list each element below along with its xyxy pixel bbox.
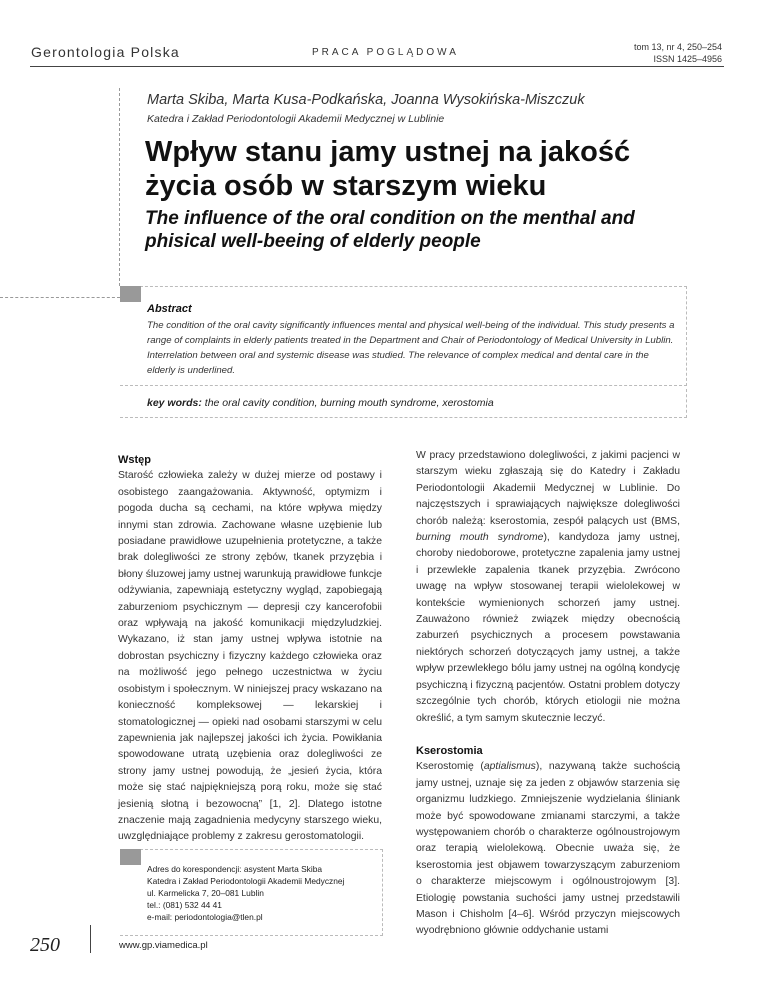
- section-heading-intro: Wstęp: [118, 454, 151, 466]
- title-polish: Wpływ stanu jamy ustnej na jakość życia osób w starszym wieku: [145, 136, 631, 202]
- abstract-heading: Abstract: [147, 303, 192, 315]
- section-heading-xerostomia: Kserostomia: [416, 744, 483, 757]
- column-left: [118, 452, 382, 846]
- column-right: [416, 448, 680, 940]
- affiliation: Katedra i Zakład Periodontologii Akademii Medycznej w Lublinie: [147, 113, 445, 125]
- section-label: PRACA POGLĄDOWA: [312, 47, 459, 58]
- journal-website-link[interactable]: www.gp.viamedica.pl: [119, 940, 208, 951]
- paragraph-overview: W pracy przedstawiono dolegliwości, z jakimi pacjenci w starszym wieku zgłaszają się do Katedry i Zakładu Periodontologii Akademii Medycznej w Lublinie. Do najczęstszych i sprawiających największe dolegliwości chorób należą: kserostomia, zespół palących ust (BMS, burning mouth syndrome), kandydoza jamy ustnej, choroby niedoborowe, protetyczne zapalenia jamy ustnej i przewlekłe zapalenia tkanek przyzębia. Zwrócono uwagę na wpływ stosowanej terapii wielolekowej w kontekście wymienionych schorzeń jamy ustnej. Zauważono również związek między obecnością zaburzeń psychicznych a procesem powstawania niektórych schorzeń dotyczących jamy ustnej, a także wpływ przewlekłego bólu jamy ustnej na ogólną kondycję psychiczną i fizyczną pacjentów. Ostatni problem dotyczy szczególnie tych chorób, których etiologii nie można określić, a tym samym skutecznie leczyć.: [416, 450, 680, 724]
- issue-issn: ISSN 1425–4956: [653, 54, 722, 64]
- correspondence-address: Adres do korespondencji: asystent Marta Skiba Katedra i Zakład Periodontologii Akademii Medycznej ul. Karmelicka 7, 20–081 Lublin tel.: (081) 532 44 41 e-mail: periodontologia@tlen.pl: [147, 864, 345, 922]
- journal-name: Gerontologia Polska: [31, 44, 180, 60]
- keywords-label: key words:: [147, 397, 202, 409]
- keywords: [147, 397, 494, 409]
- paragraph-xerostomia: Kserostomię (aptialismus), nazywaną także suchością jamy ustnej, uznaje się za jeden z objawów starzenia się organizmu ludzkiego. Zmniejszenie wydzielania śliniank może być spowodowane zmianami starczymi, a także występowaniem chorób o charakterze ogólnoustrojowym oraz terapią wielolekową. Obecnie uważa się, że kserostomia jest objawem towarzyszącym zaburzeniom o charakterze miejscowym i ogólnoustrojowym [3]. Etiologię powstania suchości jamy ustnej przedstawili Mason i Chisholm [4–6]. Wśród przyczyn miejscowych wyodrębniono głównie oddychanie ustami: [416, 761, 680, 937]
- issue-volume: tom 13, nr 4, 250–254: [633, 42, 722, 52]
- margin-dash-horizontal: [0, 297, 120, 298]
- authors: Marta Skiba, Marta Kusa-Podkańska, Joanna Wysokińska-Miszczuk: [147, 92, 585, 108]
- issue-info: [634, 41, 722, 65]
- abstract-text: The condition of the oral cavity significantly influences mental and physical well-being of the individual. This study presents a range of complaints in elderly patients treated in the Department and Chair of Periodontology of Medical University in Lublin. Interrelation between oral and systemic disease was studied. The relevance of complex medical and dental care in the elderly is underlined.: [147, 320, 675, 376]
- correspondence-marker: [120, 849, 141, 865]
- abstract-marker: [120, 286, 141, 302]
- correspondence-email: e-mail: periodontologia@tlen.pl: [147, 912, 263, 922]
- keywords-text: the oral cavity condition, burning mouth syndrome, xerostomia: [204, 397, 494, 409]
- margin-dash-vertical: [119, 88, 120, 286]
- page-number-rule: [90, 925, 91, 953]
- page-number: 250: [30, 934, 60, 956]
- header-rule: [30, 66, 724, 67]
- title-english: The influence of the oral condition on the menthal and phisical well-beeing of elderly people: [145, 208, 635, 252]
- paragraph-intro: Starość człowieka zależy w dużej mierze od postawy i osobistego zaangażowania. Aktywność, optymizm i pogoda ducha są cechami, na które wpływa między innymi stan zdrowia. Zachowane własne uzębienie lub posiadane prawidłowe uzupełnienia protetyczne, a także brak dolegliwości ze strony zębów, tkanek przyzębia i błony śluzowej jamy ustnej warunkują prawidłowe funkcje odżywiania, zapewniają estetyczny wygląd, zapobiegają zaburzeniom psychicznym — depresji czy kancerofobii oraz wpływają na jakość komunikacji międzyludzkiej. Wykazano, iż stan jamy ustnej wpływa istotnie na dobrostan psychiczny i fizyczny każdego człowieka oraz na możliwość jego pełnego uczestnictwa w życiu osobistym i społecznym. W niniejszej pracy wskazano na konieczność kompleksowej — lekarskiej i stomatologicznej — opieki nad osobami starszymi w celu zapewnienia jak najlepszej jakości ich życia. Powikłania spowodowane utratą uzębienia oraz dolegliwości ze strony jamy ustnej powodują, że „jesień życia, która może się stać najpiękniejszą porą roku, może się stać jesienią słotną i bezowocną” [1, 2]. Dlatego istotne znaczenie mają zagadnienia medycyny starszego wieku, uwzględniające problemy z zakresu gerostomatologii.: [118, 470, 382, 843]
